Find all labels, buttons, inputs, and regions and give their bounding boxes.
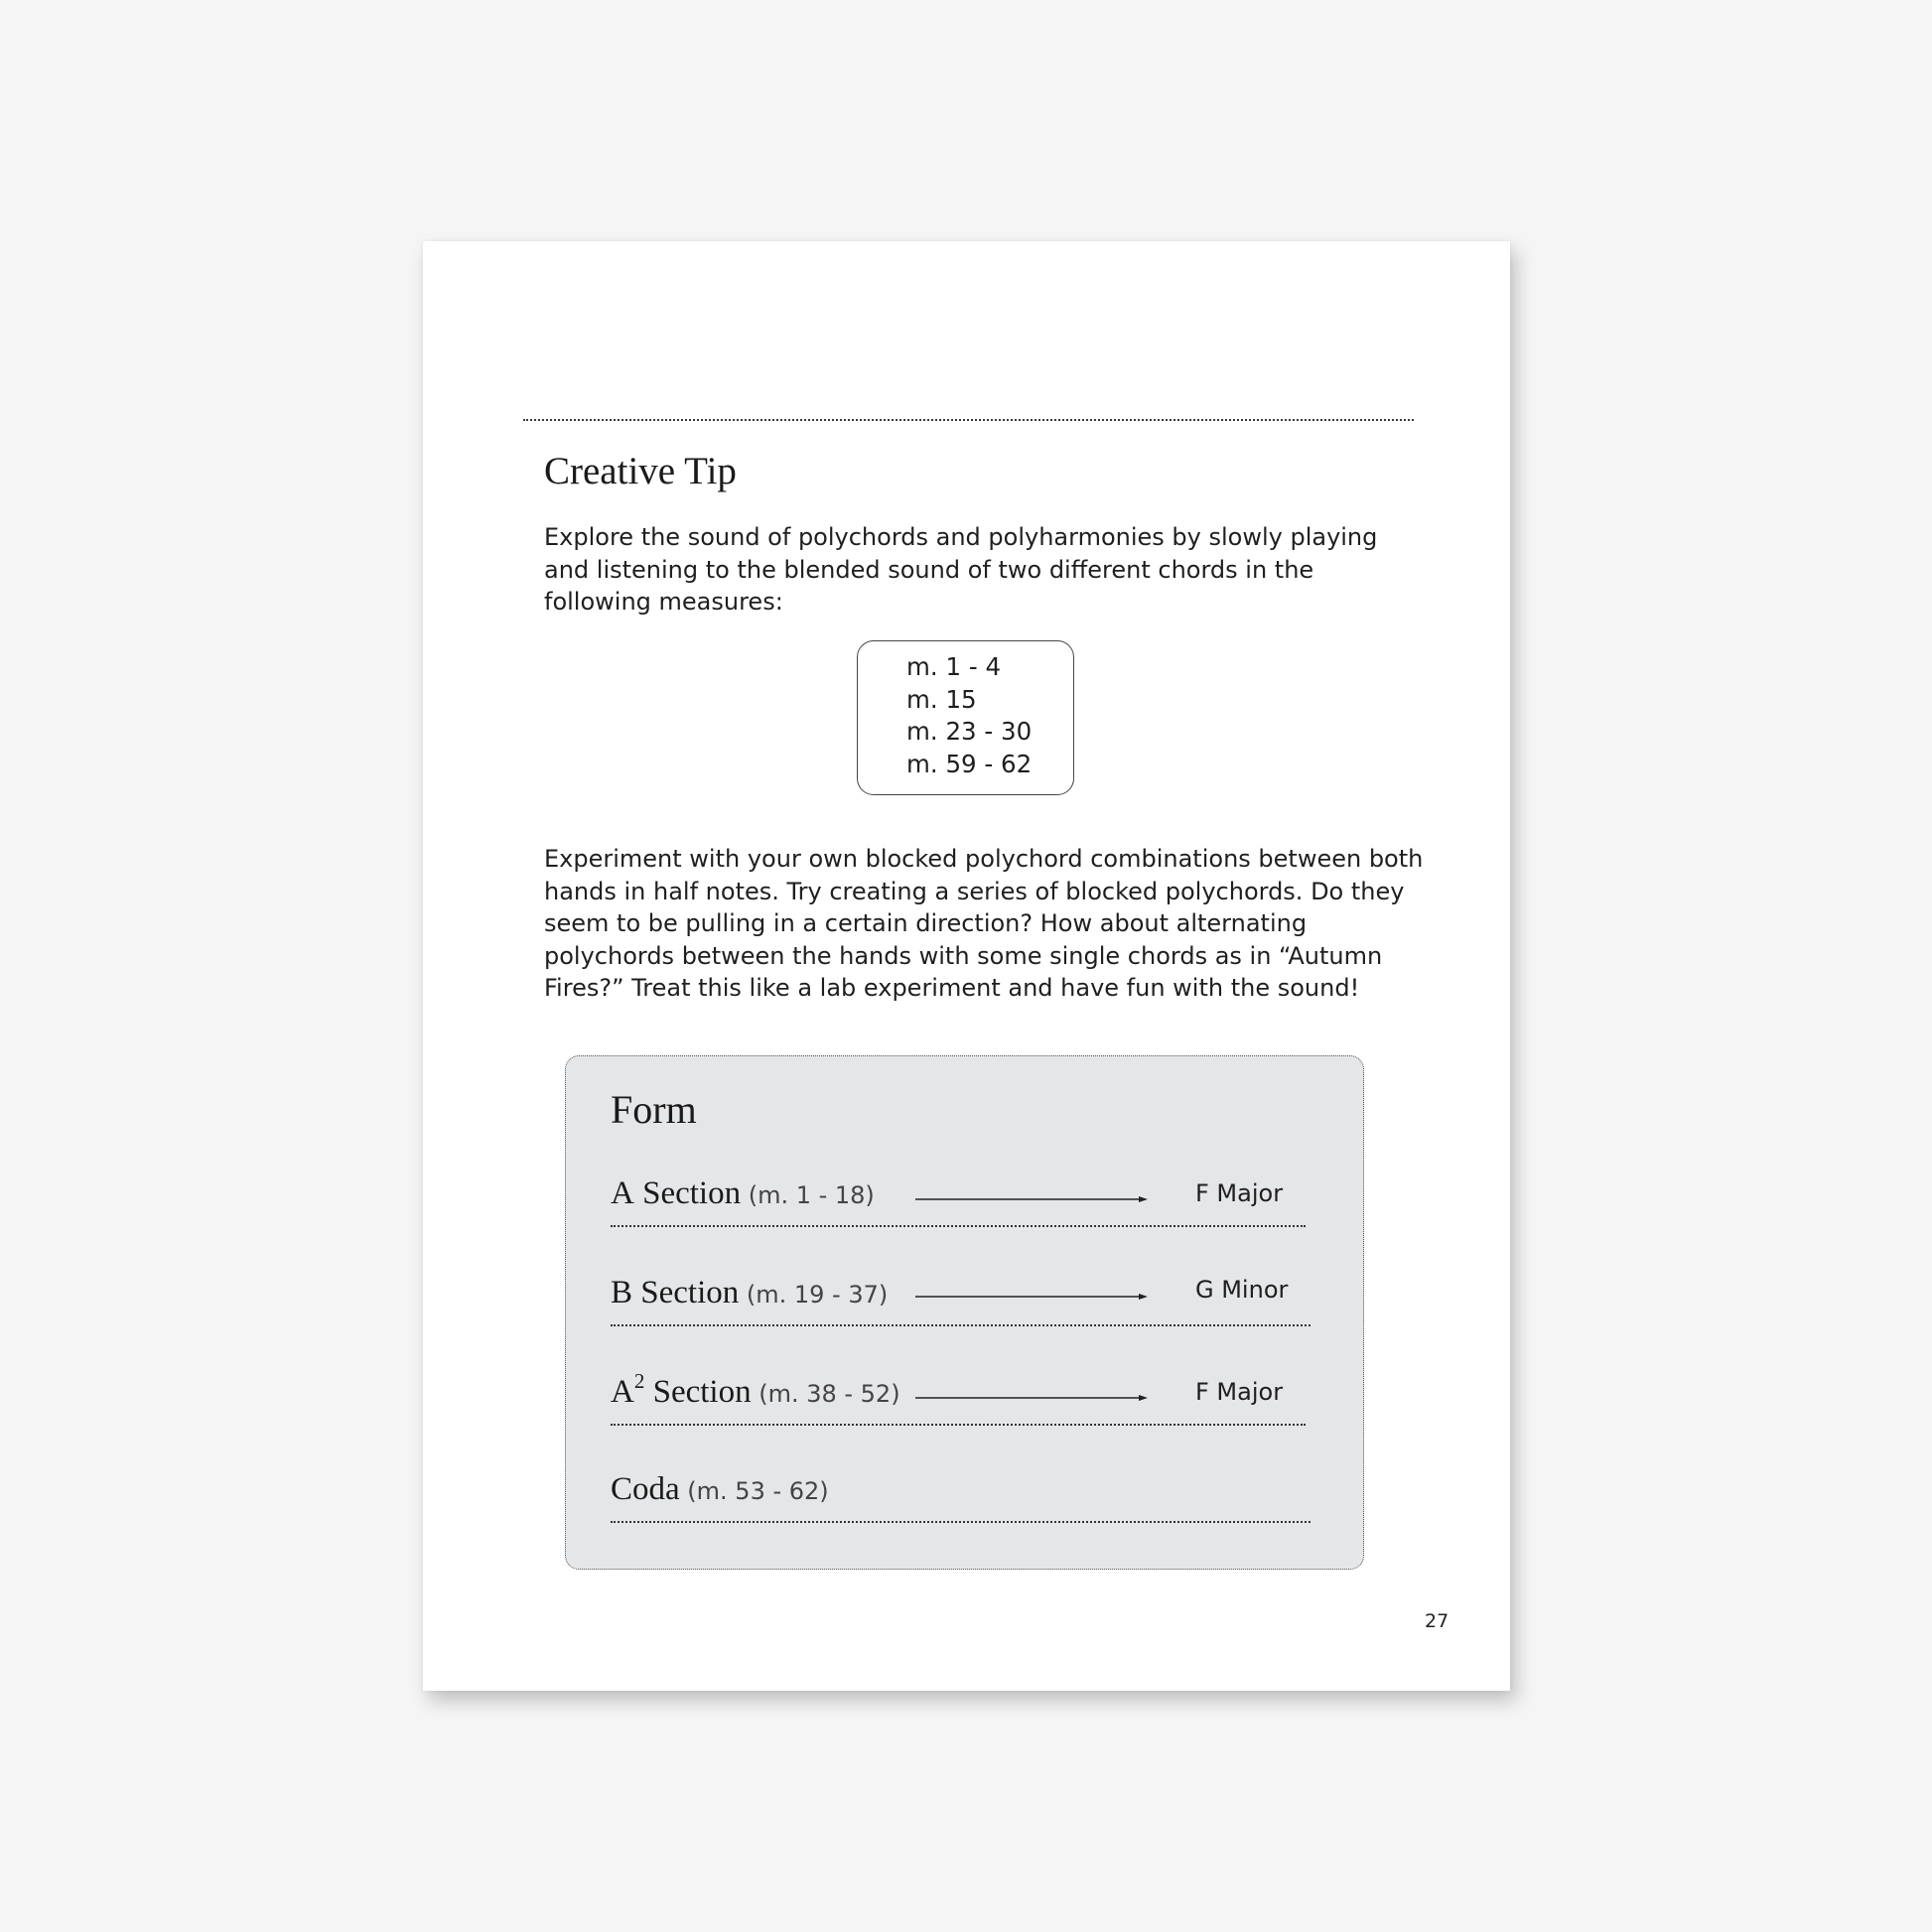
- section-name: [611, 1471, 680, 1507]
- measure-item: m. 1 - 4: [906, 652, 1002, 681]
- measure-item: m. 59 - 62: [906, 749, 1033, 778]
- form-row: [611, 1369, 1306, 1426]
- section-name-base: A: [611, 1175, 634, 1211]
- form-row: [611, 1469, 1311, 1523]
- creative-tip-intro: Explore the sound of polychords and polyharmonies by slowly playing and listening to the blended sound of two different chords in the following measures:: [544, 523, 1378, 616]
- creative-tip-body: Experiment with your own blocked polychord combinations between both hands in half notes. Try creating a series of blocked polychords. Do they seem to be pulling in a certain direction? How about alternating polychords between the hands with some single chords as in “Autumn Fires?” Treat this like a lab experiment and have fun with the sound!: [544, 845, 1424, 1002]
- section-name: [611, 1275, 739, 1311]
- form-row-label: [611, 1273, 888, 1317]
- form-row: [611, 1273, 1311, 1326]
- section-name-rest: Section: [633, 1175, 742, 1211]
- right-arrow-icon: [915, 1292, 1148, 1302]
- section-name-base: B: [611, 1275, 633, 1311]
- right-arrow-icon: [915, 1194, 1148, 1204]
- section-measure-range: (m. 1 - 18): [741, 1181, 875, 1209]
- section-measure-range: (m. 53 - 62): [679, 1477, 829, 1505]
- right-arrow-icon: [915, 1393, 1148, 1403]
- section-measure-range: (m. 38 - 52): [751, 1380, 900, 1408]
- form-row-label: [611, 1469, 829, 1514]
- form-title: Form: [611, 1087, 697, 1132]
- section-name-rest: Section: [644, 1374, 752, 1410]
- form-row-label: [611, 1173, 875, 1218]
- section-key: F Major: [1195, 1378, 1284, 1406]
- section-name: [611, 1369, 752, 1410]
- measure-item: m. 15: [906, 684, 977, 714]
- section-name-base: Coda: [611, 1471, 680, 1507]
- form-row-label: [611, 1369, 900, 1417]
- section-measure-range: (m. 19 - 37): [739, 1281, 889, 1309]
- measure-item: m. 23 - 30: [906, 717, 1033, 746]
- form-row: [611, 1173, 1306, 1227]
- section-key: G Minor: [1195, 1276, 1289, 1304]
- section-name-base: A: [611, 1374, 634, 1410]
- page-number: 27: [1425, 1610, 1449, 1632]
- form-box: [565, 1055, 1364, 1570]
- measures-box: [857, 640, 1074, 795]
- section-key: F Major: [1195, 1179, 1284, 1207]
- dotted-divider: [523, 419, 1414, 421]
- section-name: [611, 1175, 741, 1211]
- book-page: [423, 241, 1510, 1691]
- section-name-superscript: 2: [633, 1369, 645, 1393]
- section-name-rest: Section: [632, 1275, 740, 1311]
- creative-tip-heading: Creative Tip: [544, 450, 737, 492]
